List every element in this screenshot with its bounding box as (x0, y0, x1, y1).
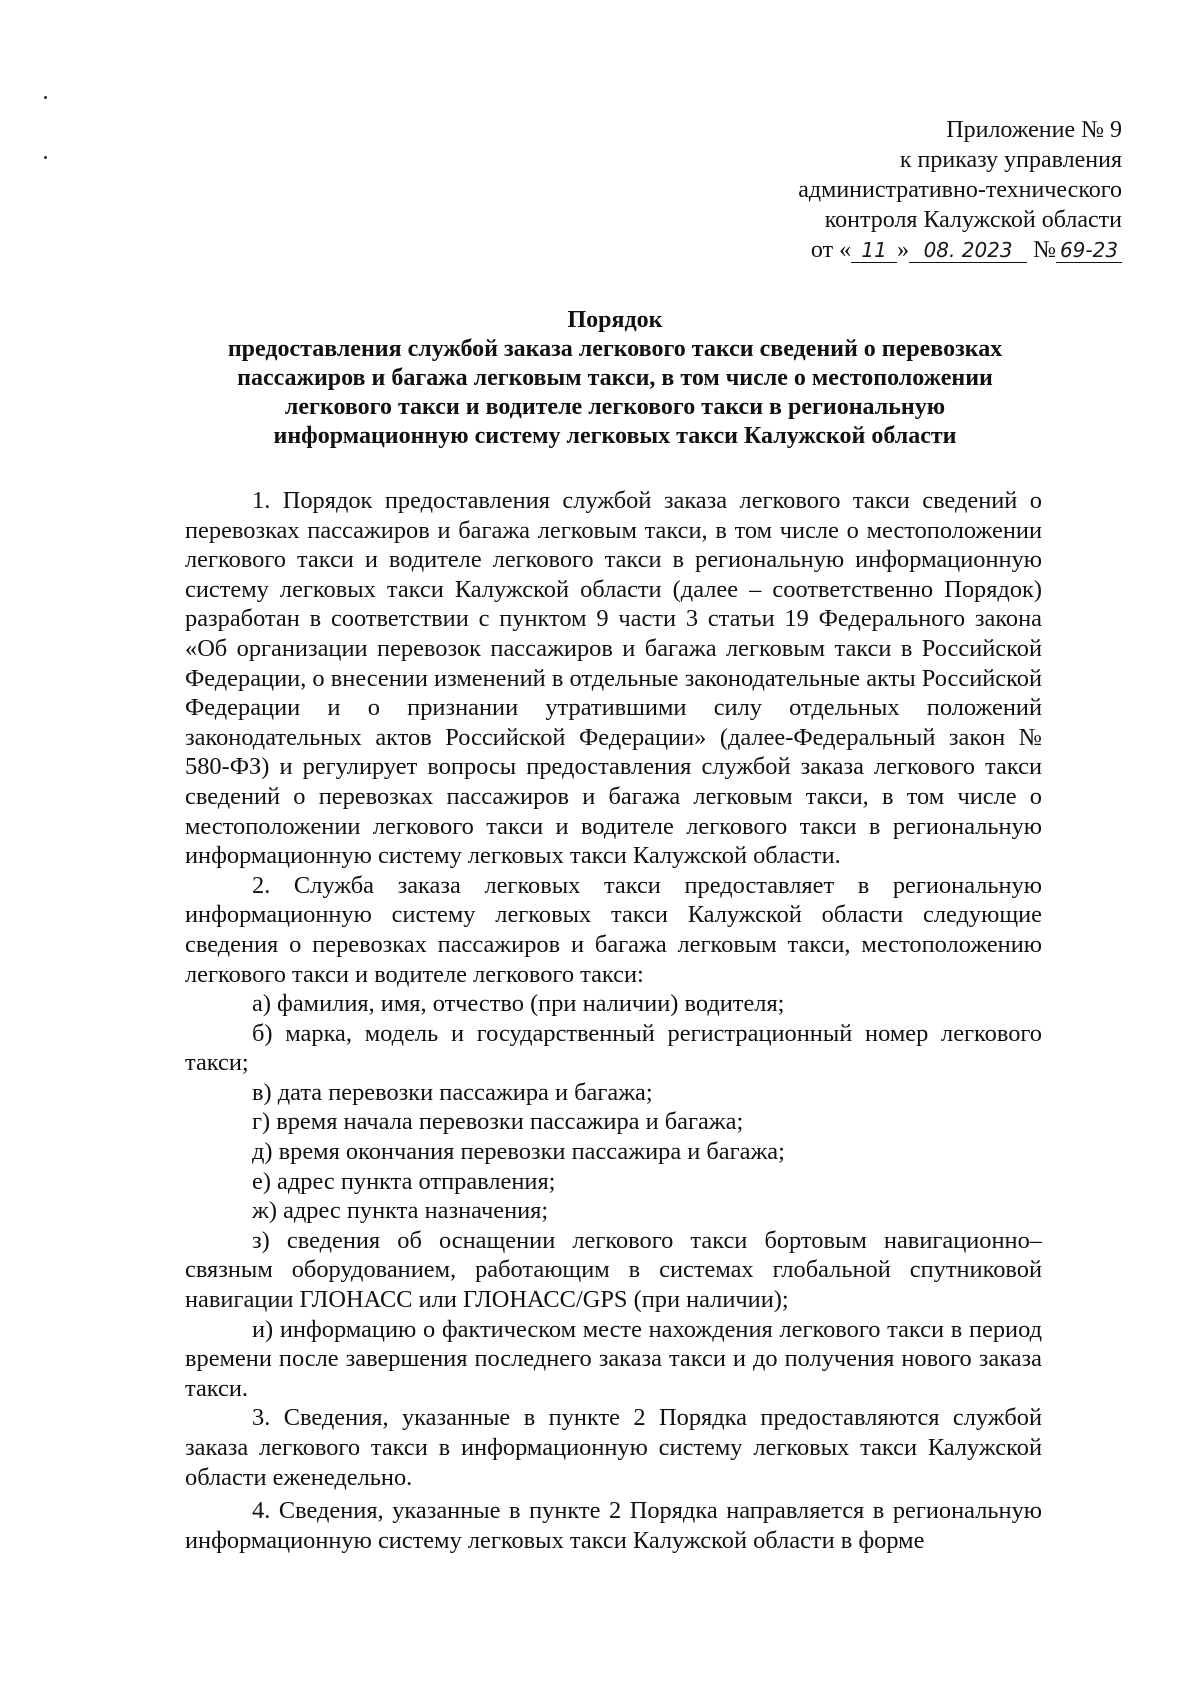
title-line: информационную систему легковых такси Калужской области (273, 423, 957, 449)
title-line: предоставления службой заказа легкового такси сведений о перевозках (227, 336, 1003, 362)
list-item-i: и) информацию о фактическом месте нахождения легкового такси в период времени после завершения последнего заказа такси и до получения нового заказа такси. (185, 1315, 1042, 1402)
list-item-a: а) фамилия, имя, отчество (при наличии) водителя; (252, 990, 785, 1018)
title-line: легкового такси и водителе легкового такси в региональную (284, 394, 946, 420)
order-number: 69-23 (1056, 238, 1122, 263)
paragraph-4: 4. Сведения, указанные в пункте 2 Порядка направляется в региональную информационную систему легковых такси Калужской области в форме (185, 1497, 1042, 1554)
document-body (185, 486, 1042, 1555)
list-item-zh: ж) адрес пункта назначения; (252, 1197, 549, 1225)
appendix-number: Приложение № 9 (946, 117, 1122, 143)
list-item-e: е) адрес пункта отправления; (252, 1167, 556, 1195)
date-prefix: от « (810, 237, 852, 263)
date-month-year: 08. 2023 (909, 238, 1027, 263)
appendix-order-ref: к приказу управления (899, 147, 1122, 173)
title-line: пассажиров и багажа легковым такси, в том числе о местоположении (237, 365, 993, 391)
appendix-department: административно-технического (798, 177, 1122, 203)
list-item-b: б) марка, модель и государственный регистрационный номер легкового такси; (185, 1019, 1042, 1077)
scan-speck (44, 96, 47, 99)
title-heading: Порядок (567, 307, 663, 333)
list-item-g: г) время начала перевозки пассажира и багажа; (252, 1108, 744, 1136)
appendix-header (682, 115, 1122, 265)
document-title (185, 306, 1045, 451)
paragraph-3: 3. Сведения, указанные в пункте 2 Порядка предоставляются службой заказа легкового такси в информационную систему легковых такси Калужской области еженедельно. (185, 1404, 1042, 1491)
list-item-d: д) время окончания перевозки пассажира и багажа; (252, 1138, 785, 1166)
date-mid: » (897, 237, 910, 263)
paragraph-2: 2. Служба заказа легковых такси предоставляет в региональную информационную систему легковых такси Калужской области следующие сведения о перевозках пассажиров и багажа легковым такси, местоположению легкового такси и водителе легкового такси: (185, 871, 1042, 988)
number-prefix: № (1033, 237, 1056, 263)
appendix-date-line (682, 235, 1122, 265)
paragraph-1: 1. Порядок предоставления службой заказа легкового такси сведений о перевозках пассажиров и багажа легковым такси, в том числе о местоположении легкового такси и водителе легкового такси в региональную информационную систему легковых такси Калужской области (далее – соответственно Порядок) разработан в соответствии с пунктом 9 части 3 статьи 19 Федерального закона «Об организации перевозок пассажиров и багажа легковым такси в Российской Федерации, о внесении изменений в отдельные законодательные акты Российской Федерации и о признании утратившими силу отдельных положений законодательных актов Российской Федерации» (далее-Федеральный закон № 580-ФЗ) и регулирует вопросы предоставления службой заказа легкового такси сведений о перевозках пассажиров и багажа легковым такси, в том числе о местоположении легкового такси и водителе легкового такси в региональную информационную систему легковых такси Калужской области. (185, 487, 1042, 870)
list-item-z: з) сведения об оснащении легкового такси бортовым навигационно–связным оборудованием, работающим в системах глобальной спутниковой навигации ГЛОНАСС или ГЛОНАСС/GPS (при наличии); (185, 1226, 1042, 1314)
list-item-v: в) дата перевозки пассажира и багажа; (252, 1078, 653, 1106)
scan-speck (44, 156, 47, 159)
date-day: 11 (851, 238, 897, 263)
appendix-region: контроля Калужской области (824, 207, 1122, 233)
